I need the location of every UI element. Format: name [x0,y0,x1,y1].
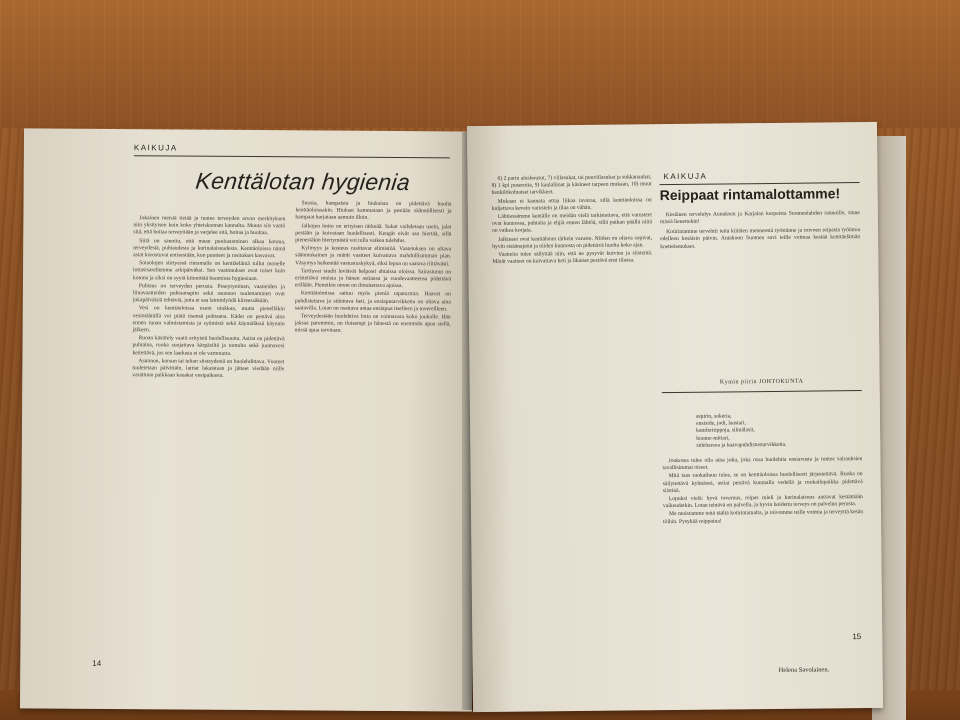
paragraph: Kylmyys ja kosteus rasittavat elimistöä. Vaatetuksen on oltava säänmukainen ja märät vaatteet kuivattava mahdollisimman pian. Väsymys heikentää vastustuskykyä, siksi lepoa on saatava riittävästi. [295,245,452,268]
right-page [467,122,883,712]
paragraph: Terveydestään huolehtiva lotta on voimavara koko joukolle. Hän jaksaa paremmin, on iloisempi ja hänestä on enemmän apua siellä, missä apua tarvitaan. [294,313,451,335]
paragraph: Sotaolojen siirtyessä rintamalle on kenttäelämä tullut monelle lottasisarellemme arkipäiväksi. Sen vaatimukset ovat toiset kuin kotona ja siksi on syytä kiinnittää huomiota hygieniaan. [132,260,286,282]
paragraph: Jalkojen hoito on erityisen tärkeää. Sukat vaihdetaan usein, jalat pestään ja kuivataan huolellisesti. Kengät eivät saa hiertää, sillä pienestäkin hiertymästä voi tulla vaikea tulehdus. [295,222,452,245]
page-number: 14 [92,658,102,668]
paragraph: Siitä on sanottu, että maan puolustaminen alkaa kotona, terveydestä, puhtaudesta ja kurinalaisuudesta. Kenttäoloissa nämä asiat korostuvat entisestään, kun puutteet ja rasitukset kasvavat. [133,237,286,260]
list-item: kuume-mittari, [696,435,730,442]
list-item: aspirin, sokeria, [695,413,732,420]
paragraph: Joukossa tulee olla aina joku, joka osaa huolehtia ensiavusta ja tuntee sairauksien tavallisimmat oireet. [662,456,863,472]
paragraph: Lopuksi vielä: hyvä toveruus, reipas mieli ja kurinalaisuus auttavat kestämään vaikeudetkin. Lotan tehtävä on palvella, ja hyvin hoidettu terveys on palvelun perusta. [662,494,863,510]
head-rule [134,155,450,158]
list-item: ensiside, jodi, laastari, [696,420,746,427]
list-item: kamferitippoja, silmälasit, [696,427,755,435]
paragraph: Asunnon, korsun tai teltan siisteydestä on huolehdittava. Vuoteet tuuletetaan päivittäin, lattiat lakaistaan ja jätteet viedään niille varattuun paikkaan kauaksi vesipaikasta. [132,358,285,380]
wooden-table [0,0,960,128]
paragraph: Vaatteita tulee säilyttää niin, että ne pysyvät kuivina ja siisteinä. Märät vaatteet on kuivattava heti ja likaiset pestävä ensi tilassa. [492,250,653,266]
greeting-box-text [660,210,862,376]
text-column-1 [491,174,656,672]
paragraph: Ruoan käsittely vaatii erityistä huolellisuutta. Astiat on pidettävä puhtaina, ruoka suojattava kärpäsiltä ja tomulta sekä juomavesi keitettävä, jos sen laadusta ei ole varmuutta. [132,335,285,357]
paragraph: Lähtiessämme kentälle on meidän vielä tarkistettava, että varusteet ovat kunnossa, puhtaita ja ehjiä ennen lähtöä, sillä paikan päällä niitä on vaikea korjata. [491,212,652,235]
text-column-1 [130,215,285,658]
page-number: 15 [852,632,862,642]
running-head: KAIKUJA [663,171,708,182]
supplies-list [696,412,866,450]
box-title: Reippaat rintamalottamme! [659,185,841,204]
paragraph: Tarttuvat taudit leviävät helposti ahtaissa oloissa. Sairastunut on eristettävä muista ja hänen astiansa ja vuodevaatteensa pidettävä erillään. Pienetkin oireet on ilmoitettava ajoissa. [294,268,452,290]
paragraph: Suusta, hampaista ja hiuksista on pidettävä huolta kenttäoloissakin. Hiukset kammataan ja pestään säännöllisesti ja hampaat harjataan aamuin illoin. [295,200,452,222]
paragraph: Vesi on kenttäoloissa usein niukkaa, mutta pienelläkin vesimäärällä voi pitää itsensä puhtaana. Kädet on pestävä aina ennen ruoan valmistamista ja syömistä sekä käymälässä käynnin jälkeen. [132,305,285,334]
paragraph: Kotirintamme tervehtii teitä kiittäen menneestä työstänne ja toivoen reipasta työintoa edelleen kesäisin päivin. Antakoon Suomen suvi teille voimaa kestää kenttäelämän koettelemukset. [660,226,861,250]
left-page [20,128,476,711]
paragraph: Jalkineet ovat kenttälotan tärkein varuste. Niiden on oltava sopivat, hyvin sisäänajetut ja niiden kunnosta on pidettävä huolta koko ajan. [492,234,653,250]
paragraph: Mukaan ei kannata ottaa liikaa tavaraa, sillä kenttäoloissa on kuljettava kevein varustein ja tilaa on vähän. [491,196,652,212]
paragraph: 6) 2 parin alushousut, 7) villasukat, tai puuvillasukat ja sukkanauhat, 8) 1 kpl puseroita, 9) kaulaliinat ja käsineet tarpeen mukaan, 10) muut henkilökohtaiset tarvikkeet. [491,174,652,197]
paragraph: Puhtaus on terveyden perusta. Peseytyminen, vaatteiden ja liinavaatteiden puhtaanapito sekä asunnon tuulettaminen ovat jokapäiväisiä tehtäviä, joita ei saa laiminlyödä kiireessäkään. [132,283,285,305]
article-title: Kenttälotan hygienia [194,167,412,196]
box-signature: Kymin piirin JOHTOKUNTA [719,378,804,386]
list-item: sideharsoa ja haavapuhdistustarvikkeita. [696,441,787,449]
paragraph: Me muistamme teitä täältä kotirintamalta, ja toivomme teille voimia ja terveyttä kesän töihin. Pysykää reippaina! [663,509,864,525]
paragraph: Kesäinen tervehdys Aunuksen ja Karjalan korpeista Suomenlahden rannoille, sinne missä lienettekin! [659,210,860,226]
paragraph: Jokainen meistä tietää ja tuntee terveyden arvon merkityksen niin yksityisen kuin koko yhteiskunnan kannalta. Muuta siis vaatii sitä, että hoitaa terveyttään ja varjelee sitä, hoitaa ja huoltaa. [133,215,286,237]
paragraph: Mitä taas ruokailuun tulee, se on kenttäoloissa huolellisesti järjestettävä. Ruoka on säilytettävä kylmässä, astiat pestävä kuumalla vedellä ja ruokailupaikka pidettävä siistinä. [662,471,863,494]
box-rule [662,390,862,393]
paragraph: Kenttätoimissa sattuu myös pieniä tapaturmia. Haavat on puhdistettava ja sidottava heti, ja ensiaputarvikkeita on oltava aina saatavilla. Lotan on osattava antaa ensiapua itselleen ja tovereilleen. [294,290,451,313]
text-column-2 [292,200,451,661]
author-signature: Helena Savolainen. [778,666,830,674]
running-head: KAIKUJA [133,143,178,153]
text-column-2 [662,456,864,662]
